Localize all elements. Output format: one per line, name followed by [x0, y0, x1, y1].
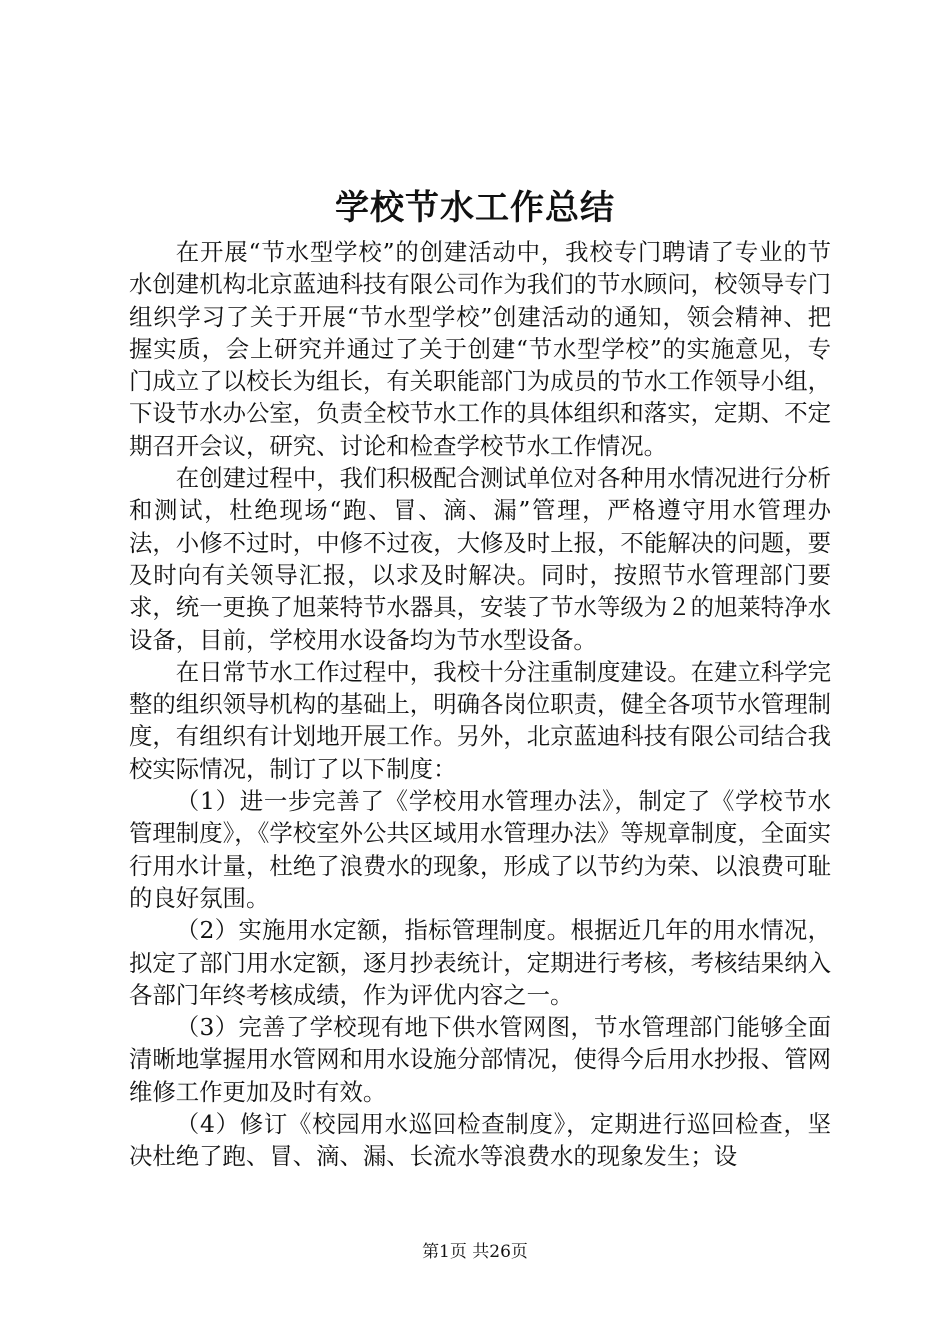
page-footer: 第1页 共26页: [422, 1242, 528, 1262]
paragraph-1: 在开展“节水型学校”的创建活动中，我校专门聘请了专业的节水创建机构北京蓝迪科技有限公司作为我们的节水顾问，校领导专门组织学习了关于开展“节水型学校”创建活动的通知，领会精神、把握实质，会上研究并通过了关于创建“节水型学校”的实施意见，专门成立了以校长为组长，有关职能部门为成员的节水工作领导小组，下设节水办公室，负责全校节水工作的具体组织和落实，定期、不定期召开会议，研究、讨论和检查学校节水工作情况。: [129, 238, 831, 460]
document-title: 学校节水工作总结: [335, 188, 615, 228]
paragraph-6: （3）完善了学校现有地下供水管网图，节水管理部门能够全面清晰地掌握用水管网和用水设施分部情况，使得今后用水抄报、管网维修工作更加及时有效。: [129, 1013, 831, 1106]
paragraph-2: 在创建过程中，我们积极配合测试单位对各种用水情况进行分析和测试，杜绝现场“跑、冒、滴、漏”管理，严格遵守用水管理办法，小修不过时，中修不过夜，大修及时上报，不能解决的问题，要及时向有关领导汇报，以求及时解决。同时，按照节水管理部门要求，统一更换了旭莱特节水器具，安装了节水等级为２的旭莱特净水设备，目前，学校用水设备均为节水型设备。: [129, 464, 831, 654]
paragraph-5: （2）实施用水定额，指标管理制度。根据近几年的用水情况，拟定了部门用水定额，逐月抄表统计，定期进行考核，考核结果纳入各部门年终考核成绩，作为评优内容之一。: [129, 916, 831, 1009]
document-body: [129, 236, 831, 1173]
paragraph-4: （1）进一步完善了《学校用水管理办法》，制定了《学校节水管理制度》，《学校室外公共区域用水管理办法》等规章制度，全面实行用水计量，杜绝了浪费水的现象，形成了以节约为荣、以浪费可耻的良好氛围。: [129, 787, 831, 912]
paragraph-7: （4）修订《校园用水巡回检查制度》，定期进行巡回检查，坚决杜绝了跑、冒、滴、漏、长流水等浪费水的现象发生；设: [129, 1110, 831, 1171]
paragraph-3: 在日常节水工作过程中，我校十分注重制度建设。在建立科学完整的组织领导机构的基础上，明确各岗位职责，健全各项节水管理制度，有组织有计划地开展工作。另外，北京蓝迪科技有限公司结合我校实际情况，制订了以下制度：: [129, 657, 831, 783]
